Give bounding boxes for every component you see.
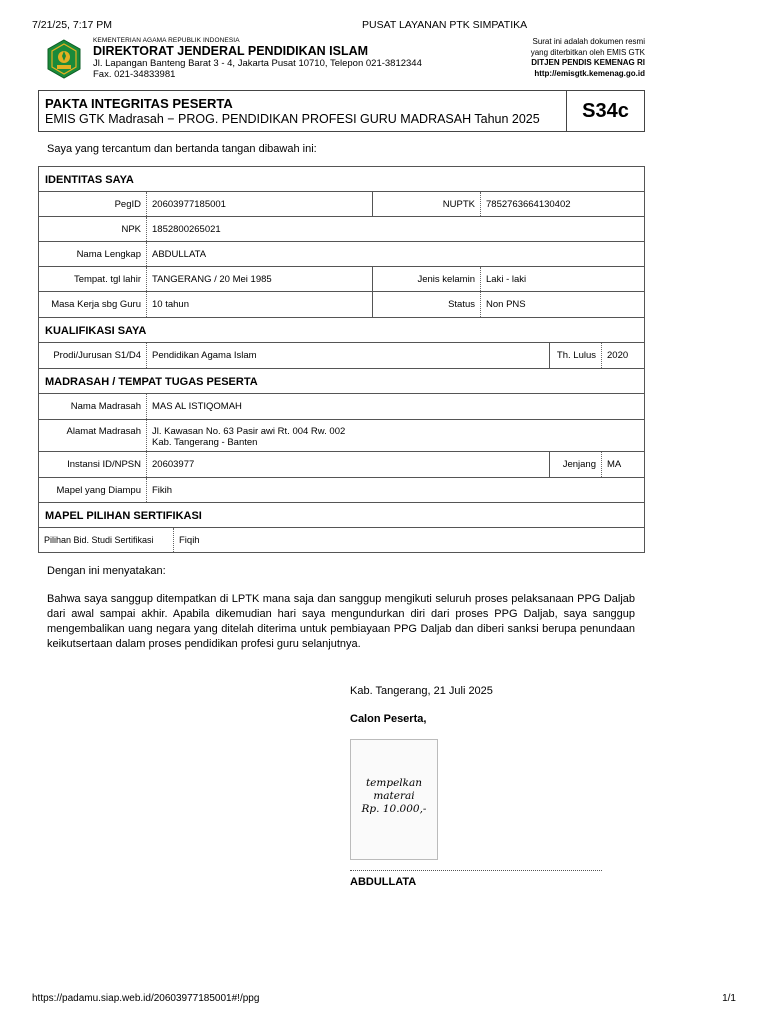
section-title: KUALIFIKASI SAYA (45, 325, 147, 337)
level-value: MA (607, 459, 622, 470)
intro-text: Saya yang tercantum dan bertanda tangan dibawah ini: (47, 143, 317, 155)
certification-choice-value: Fiqih (179, 534, 200, 546)
letterhead (38, 37, 645, 83)
section-madrasah (39, 369, 644, 394)
field-label: Nama Madrasah (39, 394, 147, 419)
pegid-value: 20603977185001 (147, 192, 373, 216)
section-title: MADRASAH / TEMPAT TUGAS PESERTA (45, 376, 258, 388)
stamp-text: Rp. 10.000,- (361, 803, 427, 815)
status-value: Non PNS (486, 299, 526, 310)
major-value: Pendidikan Agama Islam (147, 343, 550, 368)
form-row (39, 478, 644, 503)
form-row (39, 217, 644, 242)
print-page-title: PUSAT LAYANAN PTK SIMPATIKA (362, 19, 528, 31)
print-url: https://padamu.siap.web.id/20603977185001#!/ppg (32, 993, 260, 1004)
section-title: MAPEL PILIHAN SERTIFIKASI (45, 510, 202, 522)
madrasah-name-value: MAS AL ISTIQOMAH (152, 401, 242, 412)
field-label: Jenjang (550, 452, 602, 477)
birth-value: TANGERANG / 20 Mei 1985 (147, 267, 373, 291)
kemenag-logo (44, 39, 84, 79)
field-label: NUPTK (373, 192, 481, 216)
subject-value: Fikih (152, 484, 173, 496)
npk-value: 1852800265021 (152, 223, 221, 235)
form-row (39, 528, 644, 553)
signature-line (350, 870, 602, 871)
field-label: Status (373, 292, 481, 317)
form-row (39, 242, 644, 267)
field-label: Th. Lulus (550, 343, 602, 368)
form-row (39, 292, 644, 318)
field-label: Prodi/Jurusan S1/D4 (39, 343, 147, 368)
ministry-name: KEMENTERIAN AGAMA REPUBLIK INDONESIA (93, 37, 240, 44)
stamp-text: tempelkan (365, 777, 423, 789)
signature-name: ABDULLATA (350, 876, 417, 888)
gender-value: Laki - laki (486, 273, 527, 285)
address-line: Kab. Tangerang - Banten (152, 437, 258, 448)
form-row (39, 192, 644, 217)
statement-intro: Dengan ini menyatakan: (47, 565, 166, 577)
official-note (531, 37, 645, 79)
document-title-box (38, 90, 645, 132)
form-row (39, 267, 644, 292)
signature-role: Calon Peserta, (350, 713, 427, 725)
stamp-text: materai (373, 790, 415, 802)
field-label: PegID (39, 192, 147, 216)
field-label: Masa Kerja sbg Guru (39, 292, 147, 317)
tenure-value: 10 tahun (147, 292, 373, 317)
print-page-number: 1/1 (722, 993, 736, 1004)
directorate-fax: Fax. 021-34833981 (93, 69, 176, 80)
print-datetime: 7/21/25, 7:17 PM (32, 19, 112, 31)
document-title: PAKTA INTEGRITAS PESERTA (45, 96, 233, 111)
field-label: Jenis kelamin (373, 267, 481, 291)
address-line: Jl. Kawasan No. 63 Pasir awi Rt. 004 Rw. 002 (152, 426, 346, 437)
official-note-url: http://emisgtk.kemenag.go.id (534, 68, 645, 78)
form-row (39, 343, 644, 369)
directorate-address: Jl. Lapangan Banteng Barat 3 - 4, Jakarta Pusat 10710, Telepon 021-3812344 (93, 58, 422, 69)
field-label: Pilihan Bid. Studi Sertifikasi (39, 528, 174, 552)
section-identity (39, 167, 644, 192)
name-value: ABDULLATA (152, 248, 207, 260)
stamp-placeholder (350, 739, 438, 860)
madrasah-address-value (147, 420, 644, 451)
form-row (39, 394, 644, 420)
npsn-value: 20603977 (147, 452, 550, 477)
field-label: Nama Lengkap (39, 242, 147, 266)
section-qualification (39, 318, 644, 343)
section-title: IDENTITAS SAYA (45, 174, 134, 186)
field-label: Tempat. tgl lahir (39, 267, 147, 291)
field-label: NPK (39, 217, 147, 241)
section-certification (39, 503, 644, 528)
official-note-line: DITJEN PENDIS KEMENAG RI (531, 58, 645, 67)
nuptk-value: 7852763664130402 (486, 198, 571, 210)
official-note-line: Surat ini adalah dokumen resmi (532, 37, 645, 46)
statement-body: Bahwa saya sanggup ditempatkan di LPTK mana saja dan sanggup mengikuti seluruh proses pelaksanaan PPG Daljab dari awal sampai akhir. Apabila dikemudian hari saya mengundurkan diri dari proses PPG Daljab, saya sanggup mengembalikan uang negara yang ditelah diterima untuk pembiayaan PPG Daljab dan diberi sanksi berupa penundaan keikutsertaan dalam proses pendidikan profesi guru selanjutnya. (47, 593, 635, 650)
official-note-line: yang diterbitkan oleh EMIS GTK (530, 47, 645, 57)
document-code: S34c (566, 91, 644, 131)
form-row (39, 420, 644, 452)
field-label: Alamat Madrasah (39, 420, 147, 451)
grad-year-value: 2020 (607, 350, 629, 361)
form-row (39, 452, 644, 478)
participant-form (38, 166, 645, 553)
field-label: Mapel yang Diampu (39, 478, 147, 502)
directorate-name: DIREKTORAT JENDERAL PENDIDIKAN ISLAM (93, 44, 369, 58)
document-subtitle: EMIS GTK Madrasah − PROG. PENDIDIKAN PROFESI GURU MADRASAH Tahun 2025 (45, 112, 540, 126)
signature-place-date: Kab. Tangerang, 21 Juli 2025 (350, 685, 493, 697)
field-label: Instansi ID/NPSN (39, 452, 147, 477)
